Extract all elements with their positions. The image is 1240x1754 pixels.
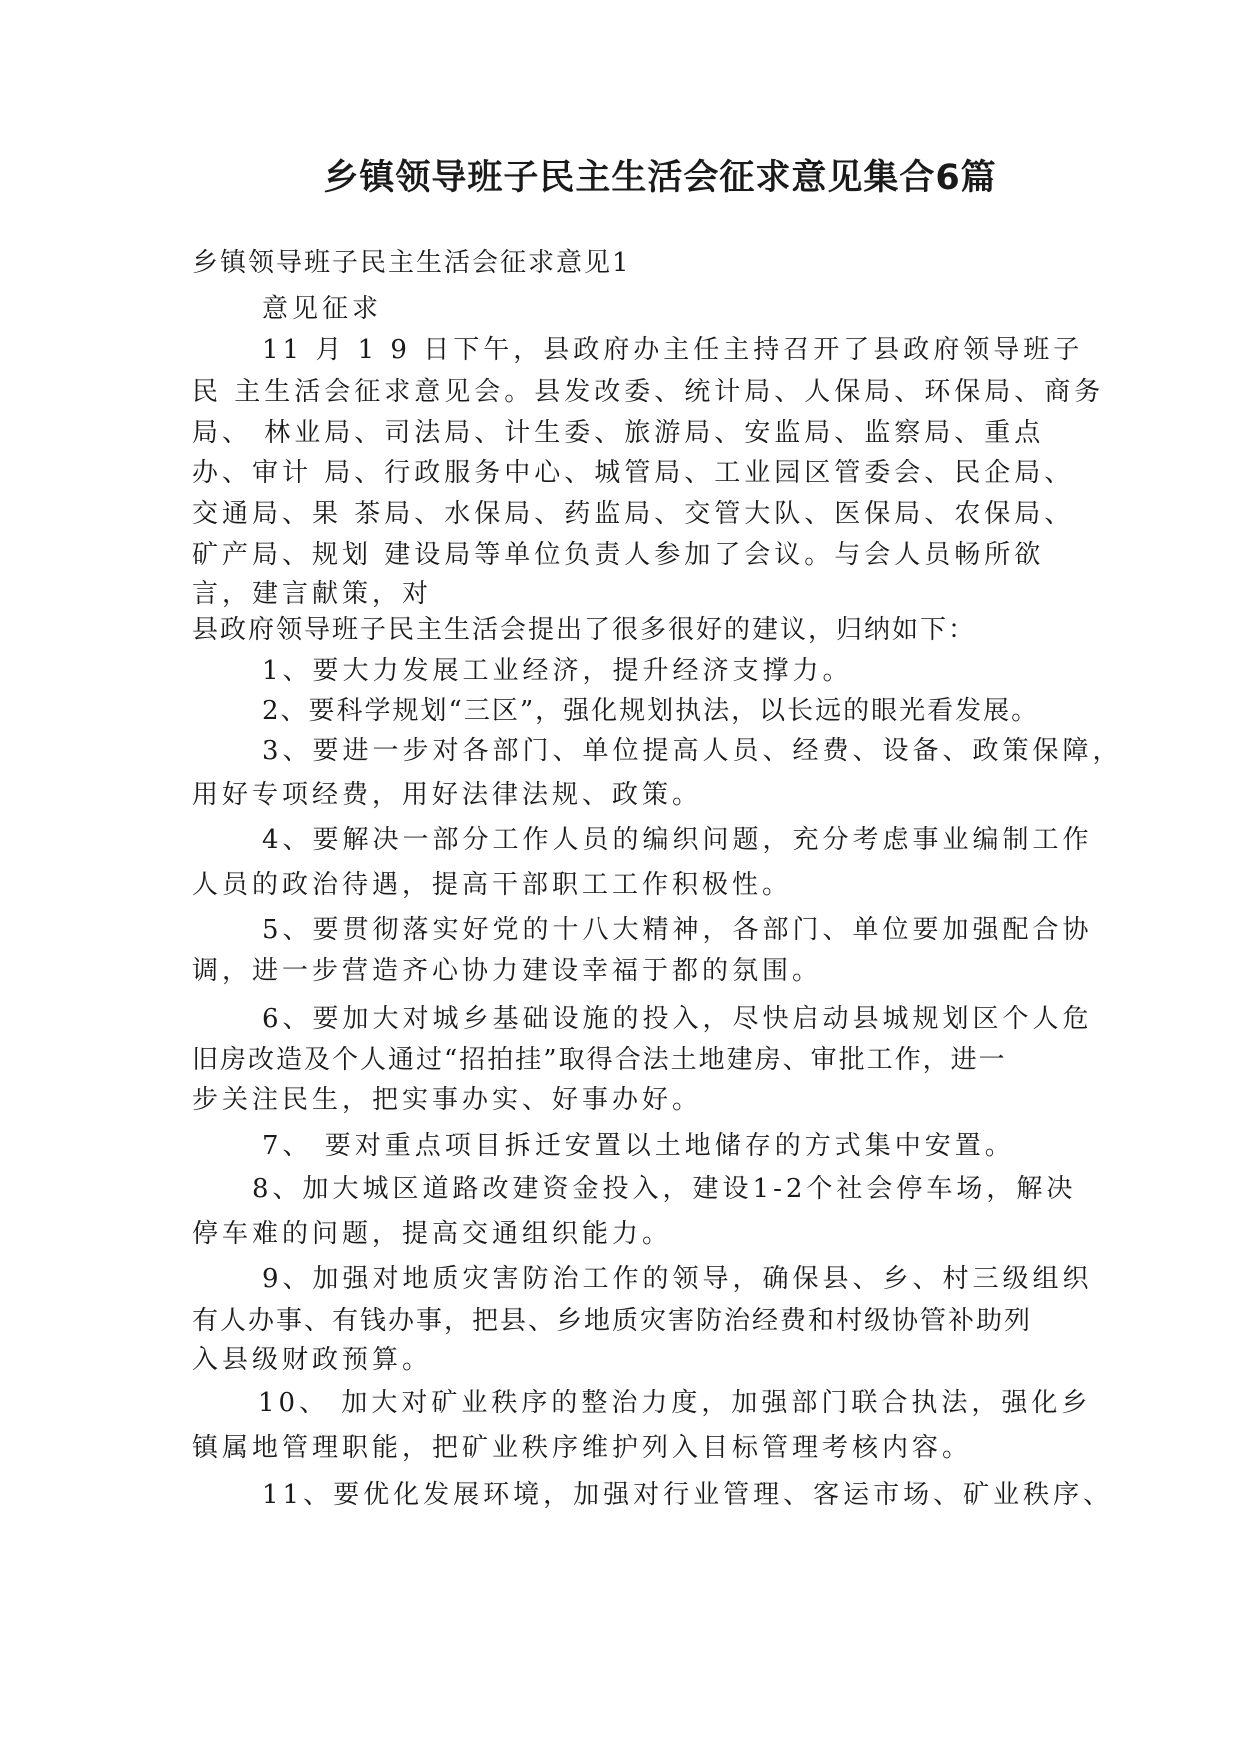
list-item: 10、 加大对矿业秩序的整治力度，加强部门联合执法，强化乡 [258,1388,1092,1418]
list-item: 5、要贯彻落实好党的十八大精神，各部门、单位要加强配合协 [262,915,1093,945]
list-item: 有人办事、有钱办事，把县、乡地质灾害防治经费和村级协管补助列 [192,1306,1033,1336]
list-item: 9、加强对地质灾害防治工作的领导，确保县、乡、村三级组织 [262,1264,1093,1294]
paragraph-line: 意见征求 [262,294,383,324]
list-item: 1、要大力发展工业经济，提升经济支撑力。 [262,656,853,686]
list-item: 2、要科学规划“三区”，强化规划执法，以长远的眼光看发展。 [262,696,1040,726]
paragraph-line: 交通局、果 茶局、水保局、药监局、交管大队、医保局、农保局、 [192,499,1075,529]
list-item: 停车难的问题，提高交通组织能力。 [192,1219,673,1249]
list-item: 6、要加大对城乡基础设施的投入，尽快启动县城规划区个人危 [262,1004,1093,1034]
section-heading: 乡镇领导班子民主生活会征求意见1 [192,248,631,278]
paragraph-line: 言，建言献策，对 [192,579,433,609]
list-item: 8、加大城区道路改建资金投入，建设1-2个社会停车场，解决 [252,1174,1077,1204]
paragraph-line: 县政府领导班子民主生活会提出了很多很好的建议，归纳如下： [192,615,977,645]
list-item: 步关注民生，把实事办实、好事办好。 [192,1085,703,1115]
list-item: 人员的政治待遇，提高干部职工工作积极性。 [192,870,793,900]
list-item: 镇属地管理职能，把矿业秩序维护列入目标管理考核内容。 [192,1433,973,1463]
paragraph-line: 局、 林业局、司法局、计生委、旅游局、安监局、监察局、重点 [192,418,1045,448]
list-item: 调，进一步营造齐心协力建设幸福于都的氛围。 [192,956,823,986]
paragraph-line: 民 主生活会征求意见会。县发改委、统计局、人保局、环保局、商务 [192,377,1105,407]
list-item: 11、要优化发展环境，加强对行业管理、客运市场、矿业秩序、 [262,1480,1114,1510]
list-item: 4、要解决一部分工作人员的编织问题，充分考虑事业编制工作 [262,825,1093,855]
list-item: 7、 要对重点项目拆迁安置以土地储存的方式集中安置。 [262,1131,1015,1161]
list-item: 旧房改造及个人通过“招拍挂”取得合法土地建房、审批工作，进一 [192,1045,1007,1075]
list-item: 入县级财政预算。 [192,1345,433,1375]
list-item: 用好专项经费，用好法律法规、政策。 [192,780,703,810]
paragraph-line: 11 月 1 9 日下午，县政府办主任主持召开了县政府领导班子 [262,335,1084,365]
paragraph-line: 办、审计 局、行政服务中心、城管局、工业园区管委会、民企局、 [192,458,1075,488]
document-title: 乡镇领导班子民主生活会征求意见集合6篇 [323,158,997,198]
paragraph-line: 矿产局、规划 建设局等单位负责人参加了会议。与会人员畅所欲 [192,540,1045,570]
list-item: 3、要进一步对各部门、单位提高人员、经费、设备、政策保障， [262,736,1123,766]
